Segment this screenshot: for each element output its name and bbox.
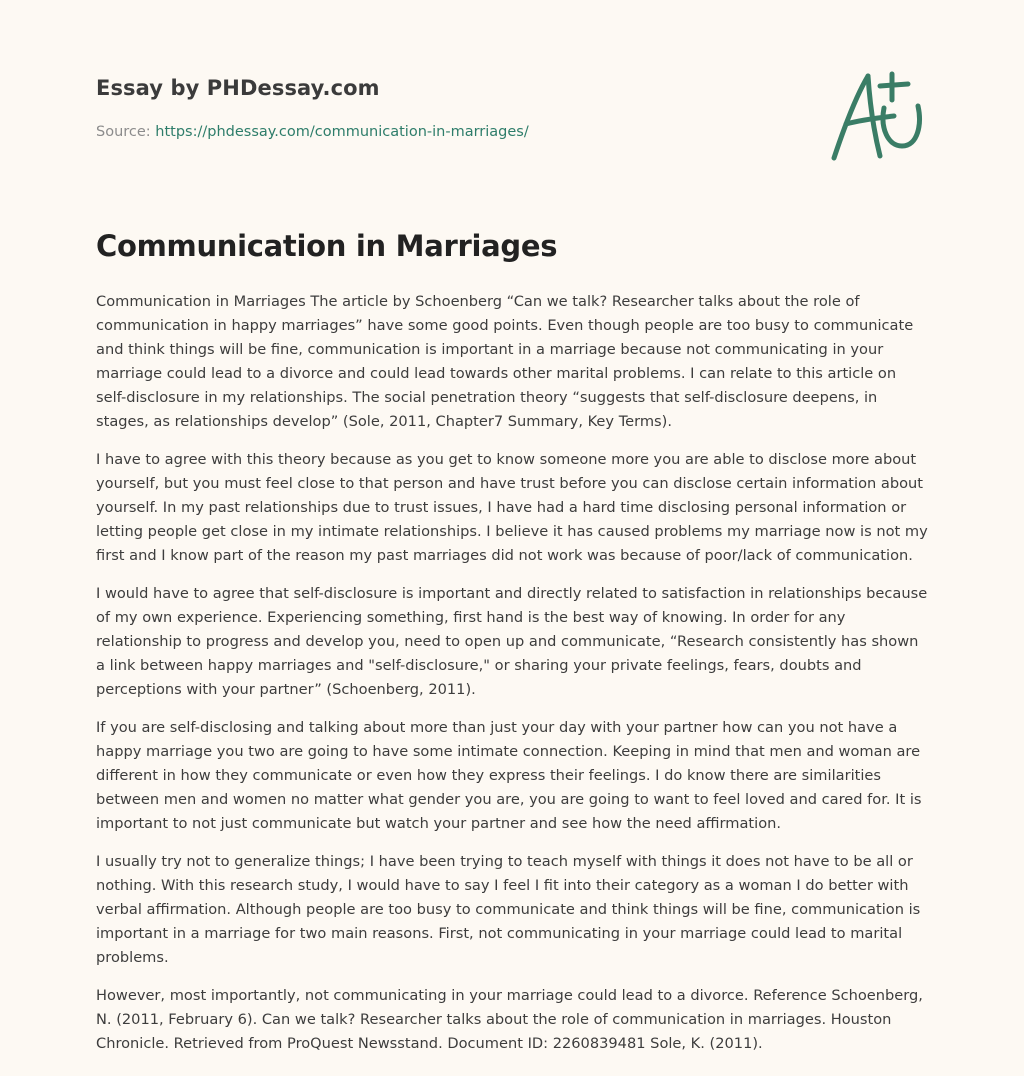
essay-paragraph: If you are self-disclosing and talking about more than just your day with your partner how can you not have a happy marriage you two are going to have some intimate connection. Keeping in mind that men and woman are different in how they communicate or even how they express their feelings. I do know there are similarities between men and women no matter what gender you are, you are going to want to feel loved and cared for. It is important to not just communicate but watch your partner and see how the need affirmation. <box>96 719 922 832</box>
site-brand: Essay by PHDessay.com <box>96 76 380 100</box>
source-link[interactable]: https://phdessay.com/communication-in-marriages/ <box>155 124 529 140</box>
essay-paragraph: However, most importantly, not communicating in your marriage could lead to a divorce. Reference Schoenberg, N. (2011, February 6). Can we talk? Researcher talks about the role of communication in marriages. Houston Chronicle. Retrieved from ProQuest Newsstand. Document ID: 2260839481 Sole, K. (2011). <box>96 987 923 1052</box>
source-label: Source: <box>96 124 156 140</box>
a-plus-icon <box>822 66 932 166</box>
essay-paragraph: I have to agree with this theory because as you get to know someone more you are able to disclose more about yourself, but you must feel close to that person and have trust before you can disclose certain information about yourself. In my past relationships due to trust issues, I have had a hard time disclosing personal information or letting people get close in my intimate relationships. I believe it has caused problems my marriage now is not my first and I know part of the reason my past marriages did not work was because of poor/lack of communication. <box>96 451 928 564</box>
essay-title: Communication in Marriages <box>96 229 558 263</box>
essay-body <box>96 290 928 1056</box>
source-line <box>96 124 529 140</box>
essay-paragraph: Communication in Marriages The article by Schoenberg “Can we talk? Researcher talks about the role of communication in happy marriages” have some good points. Even though people are too busy to communicate and think things will be fine, communication is important in a marriage because not communicating in your marriage could lead to a divorce and could lead towards other marital problems. I can relate to this article on self-disclosure in my relationships. The social penetration theory “suggests that self-disclosure deepens, in stages, as relationships develop” (Sole, 2011, Chapter7 Summary, Key Terms). <box>96 293 914 430</box>
essay-paragraph: I would have to agree that self-disclosure is important and directly related to satisfaction in relationships because of my own experience. Experiencing something, first hand is the best way of knowing. In order for any relationship to progress and develop you, need to open up and communicate, “Research consistently has shown a link between happy marriages and "self-disclosure," or sharing your private feelings, fears, doubts and perceptions with your partner” (Schoenberg, 2011). <box>96 585 928 698</box>
essay-paragraph: I usually try not to generalize things; I have been trying to teach myself with things it does not have to be all or nothing. With this research study, I would have to say I feel I fit into their category as a woman I do better with verbal affirmation. Although people are too busy to communicate and think things will be fine, communication is important in a marriage for two main reasons. First, not communicating in your marriage could lead to marital problems. <box>96 853 921 966</box>
page-header <box>96 0 928 180</box>
